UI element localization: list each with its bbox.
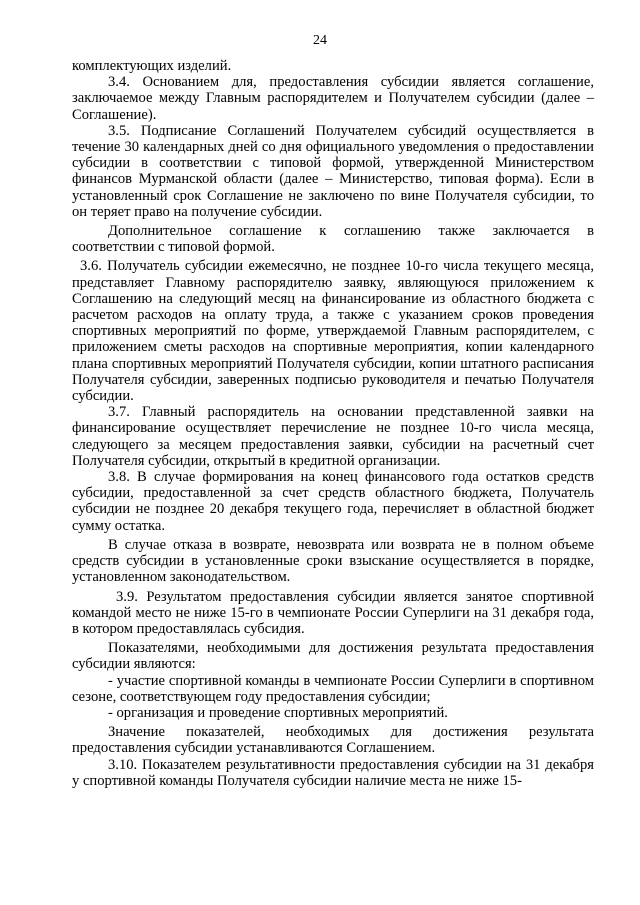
document-body xyxy=(72,58,594,789)
paragraph-3-5: 3.5. Подписание Соглашений Получателем субсидий осуществляется в течение 30 календарных дней со дня официального уведомления о предоставлении субсидии в соответствии с типовой формой, утвержденной Министерством финансов Мурманской области (далее – Министерство, типовая форма). Если в установленный срок Соглашение не заключено по вине Получателя субсидии, то он теряет право на получение субсидии. xyxy=(72,122,594,220)
paragraph-indicators: Показателями, необходимыми для достижения результата предоставления субсидии являются: xyxy=(72,640,594,673)
paragraph-3-9: 3.9. Результатом предоставления субсидии является занятое спортивной командой место не ниже 15-го в чемпионате России Суперлиги на 31 декабря года, в котором предоставлялась субсидия. xyxy=(72,588,594,637)
paragraph-additional-agreement: Дополнительное соглашение к соглашению также заключается в соответствии с типовой формой. xyxy=(72,223,594,256)
paragraph-continuation: комплектующих изделий. xyxy=(72,58,232,74)
list-item-organization: - организация и проведение спортивных мероприятий. xyxy=(108,704,448,721)
list-item-participation: - участие спортивной команды в чемпионате России Суперлиги в спортивном сезоне, соответствующем году предоставления субсидии; xyxy=(72,672,594,705)
paragraph-3-4: 3.4. Основанием для, предоставления субсидии является соглашение, заключаемое между Главным распорядителем и Получателем субсидии (далее – Соглашение). xyxy=(72,74,594,123)
paragraph-3-7: 3.7. Главный распорядитель на основании представленной заявки на финансирование осуществляет перечисление не позднее 10-го числа месяца, следующего за месяцем предоставления заявки, субсидии на расчетный счет Получателя субсидии, открытый в кредитной организации. xyxy=(72,404,594,469)
paragraph-3-6: 3.6. Получатель субсидии ежемесячно, не позднее 10-го числа текущего месяца, представляет Главному распорядителю заявку, являющуюся приложением к Соглашению на следующий месяц на финансирование из областного бюджета с расчетом расходов на оплату труда, а также с указанием сроков проведения спортивных мероприятий по форме, утверждаемой Главным распорядителем, с приложением сметы расходов на спортивные мероприятия, копии календарного плана спортивных мероприятий Получателя субсидии, копии штатного расписания Получателя субсидии, заверенных подписью руководителя и печатью Получателя субсидии. xyxy=(72,258,594,405)
paragraph-indicator-values: Значение показателей, необходимых для достижения результата предоставления субсидии устанавливаются Соглашением. xyxy=(72,724,594,757)
paragraph-refusal: В случае отказа в возврате, невозврата или возврата не в полном объеме средств субсидии в установленные сроки взыскание осуществляется в порядке, установленном законодательством. xyxy=(72,536,594,586)
paragraph-3-8: 3.8. В случае формирования на конец финансового года остатков средств субсидии, предоставленной за счет средств областного бюджета, Получатель субсидии не позднее 20 декабря текущего года, перечисляет в областной бюджет сумму остатка. xyxy=(72,469,594,534)
paragraph-3-10: 3.10. Показателем результативности предоставления субсидии на 31 декабря у спортивной команды Получателя субсидии наличие места не ниже 15- xyxy=(72,756,594,789)
page-number: 24 xyxy=(313,33,327,48)
